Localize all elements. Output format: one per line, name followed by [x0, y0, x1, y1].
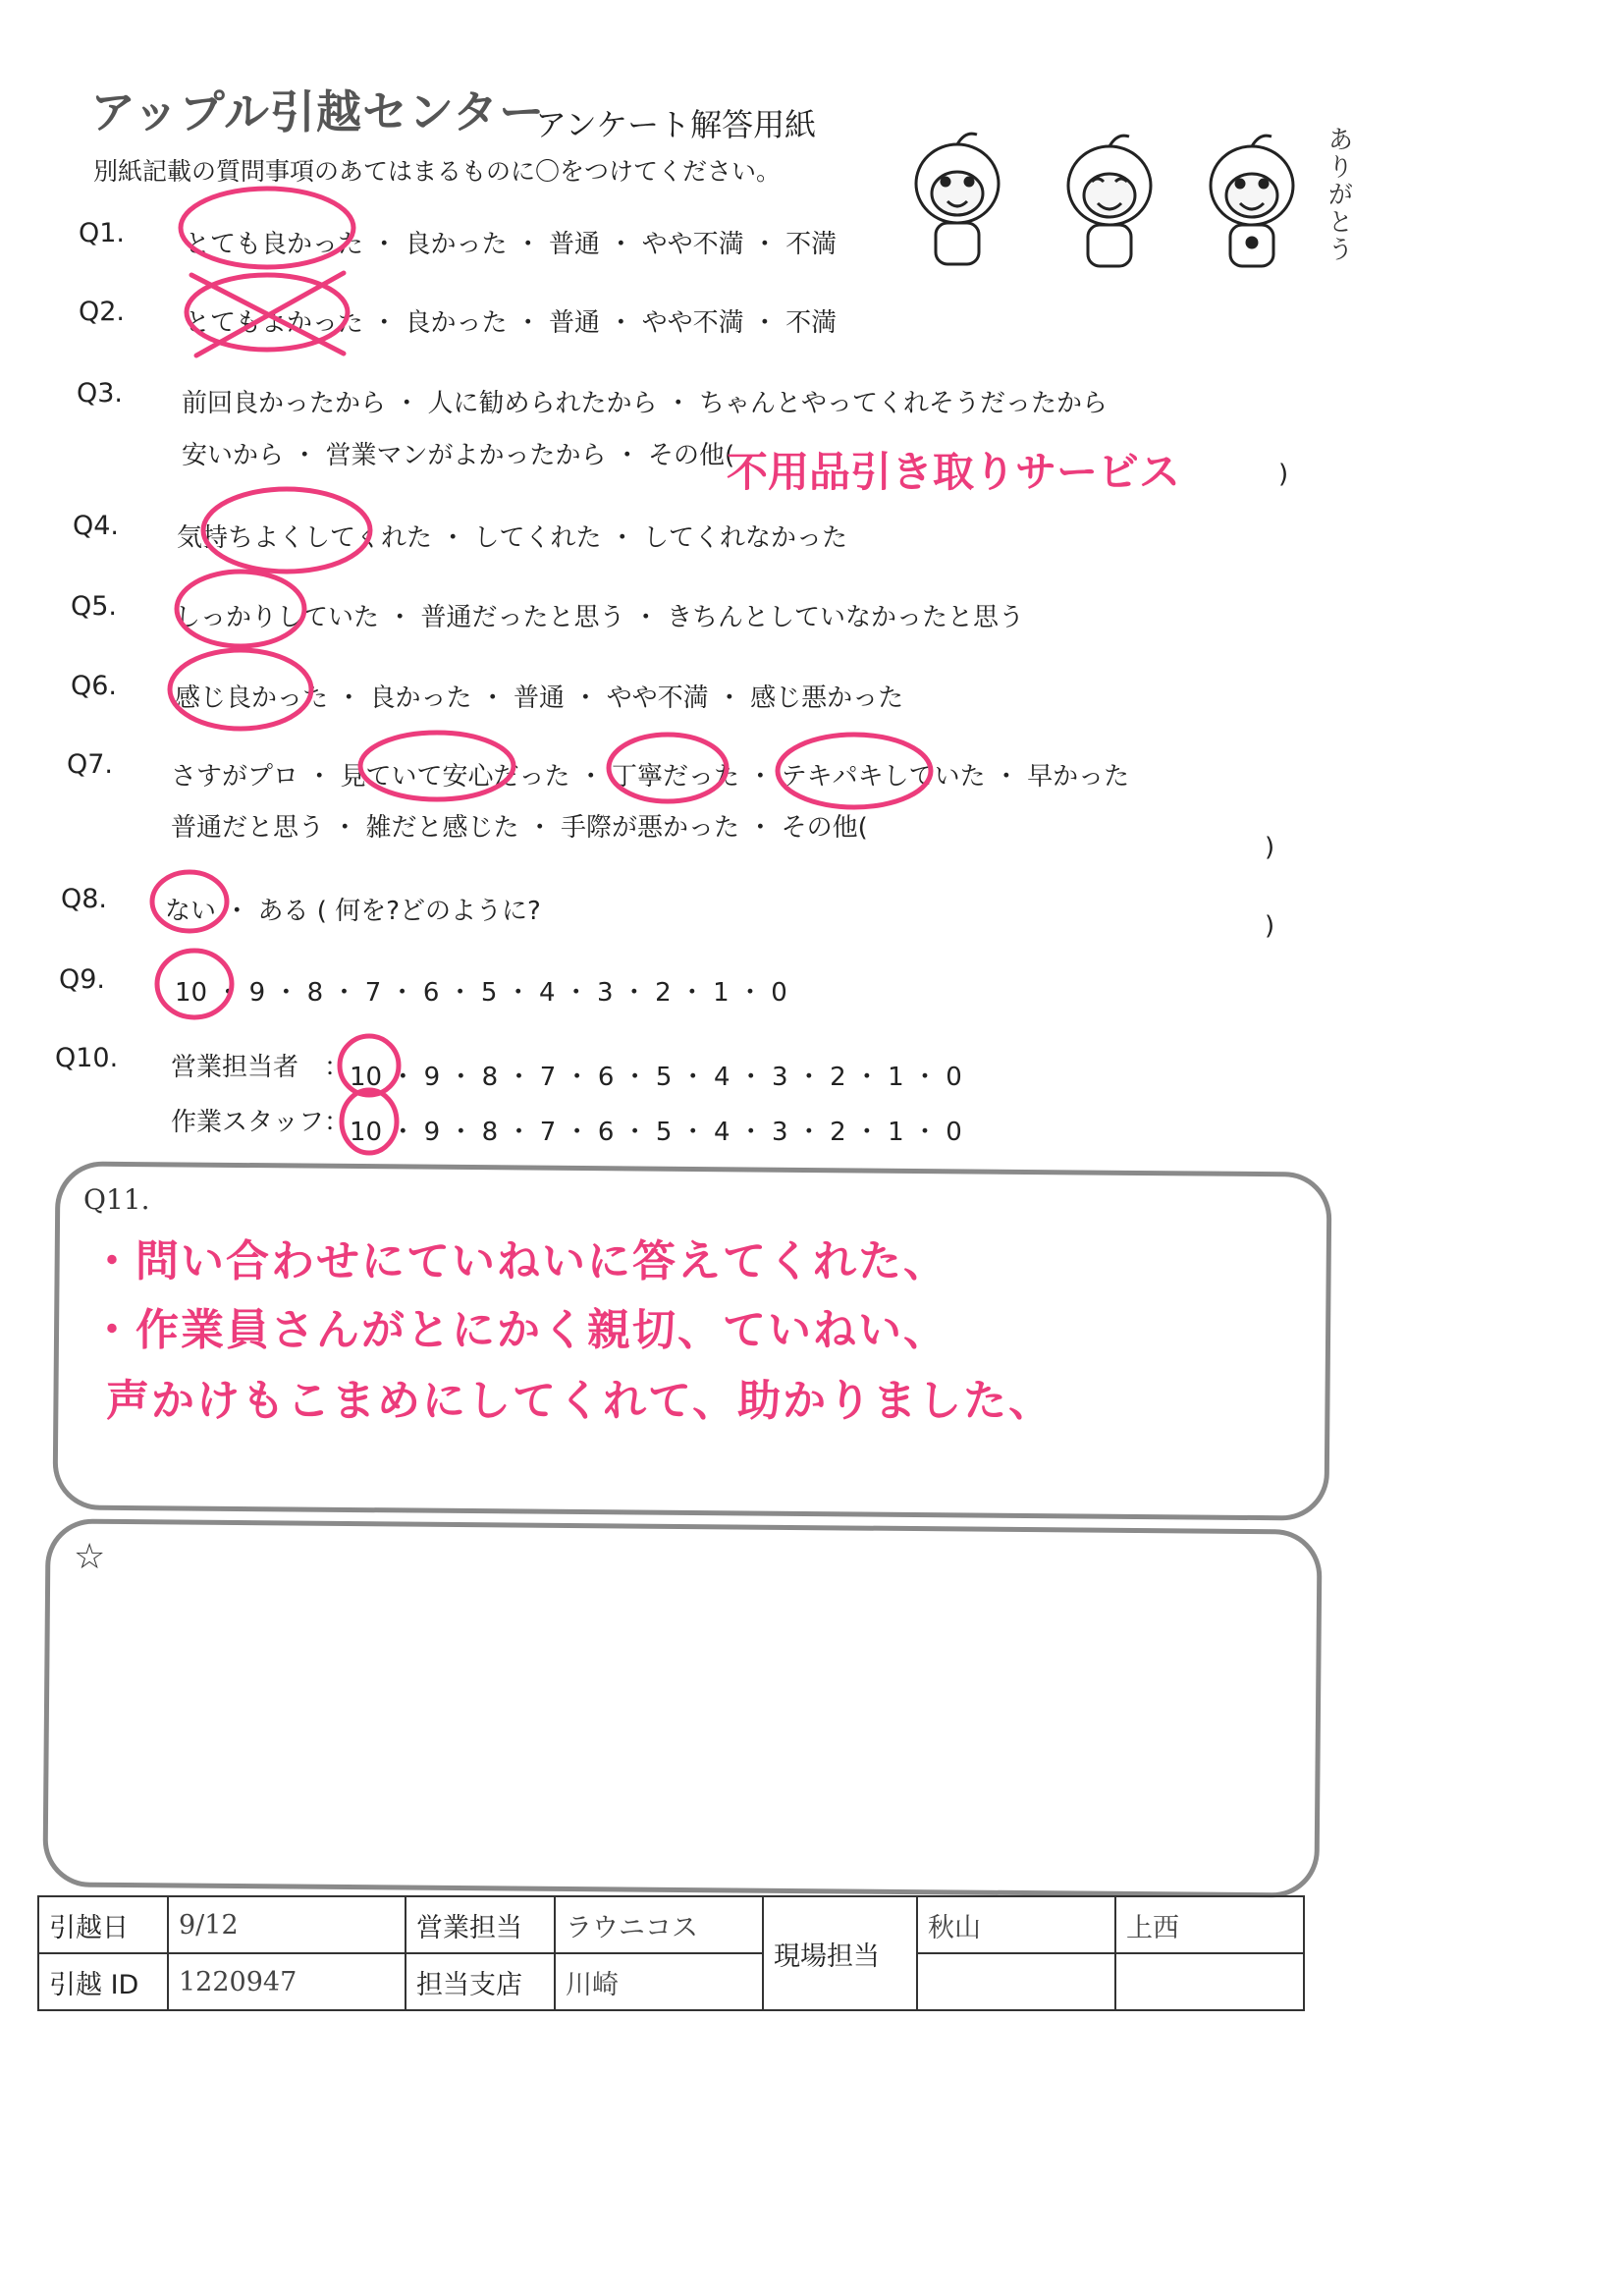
q10-staff-scale[interactable]: 10 ・ 9 ・ 8 ・ 7 ・ 6 ・ 5 ・ 4 ・ 3 ・ 2 ・ 1 ・ 0: [350, 1118, 962, 1147]
sales-rep-label: 営業担当: [406, 1896, 555, 1953]
q8-options[interactable]: ない ・ ある ( 何を?どのように?: [165, 897, 541, 926]
move-info-table: [37, 1895, 1305, 2011]
site-staff-2: 上西: [1115, 1896, 1304, 1953]
q7-label: Q7.: [67, 749, 114, 780]
q11-comment-line-3: 声かけもこまめにしてくれて、助かりました、: [106, 1376, 1055, 1426]
q11-comment-line-2: ・作業員さんがとにかく親切、ていねい、: [90, 1305, 948, 1355]
move-id-label: 引越 ID: [38, 1953, 168, 2010]
site-staff-label: 現場担当: [763, 1896, 917, 2010]
branch-value: 川崎: [555, 1953, 763, 2010]
move-date-label: 引越日: [38, 1896, 168, 1953]
q3-options-line1[interactable]: 前回良かったから ・ 人に勧められたから ・ ちゃんとやってくれそうだったから: [182, 389, 1109, 418]
q9-scale[interactable]: 10 ・ 9 ・ 8 ・ 7 ・ 6 ・ 5 ・ 4 ・ 3 ・ 2 ・ 1 ・ 0: [175, 978, 787, 1008]
q9-label: Q9.: [59, 964, 106, 995]
q5-label: Q5.: [71, 591, 118, 622]
q2-options[interactable]: とてもよかった ・ 良かった ・ 普通 ・ やや不満 ・ 不満: [185, 308, 838, 338]
q11-label: Q11.: [83, 1183, 150, 1216]
q10-sales-colon: ：: [324, 1053, 351, 1082]
q3-options-line2[interactable]: 安いから ・ 営業マンがよかったから ・ その他(: [182, 441, 735, 470]
q1-options[interactable]: とても良かった ・ 良かった ・ 普通 ・ やや不満 ・ 不満: [185, 230, 838, 259]
site-staff-3: [917, 1953, 1115, 2010]
thanks-text: ありがとう: [1324, 126, 1353, 263]
q3-other-answer: 不用品引き取りサービス: [727, 448, 1181, 496]
instruction-text: 別紙記載の質問事項のあてはまるものに〇をつけてください。: [93, 157, 782, 186]
q6-options[interactable]: 感じ良かった ・ 良かった ・ 普通 ・ やや不満 ・ 感じ悪かった: [175, 683, 904, 713]
q10-staff-colon: ：: [324, 1108, 351, 1137]
move-date-value: 9/12: [168, 1896, 406, 1953]
q10-sales-label: 営業担当者: [171, 1053, 299, 1082]
star-icon: ☆: [74, 1537, 106, 1577]
move-id-value: 1220947: [168, 1953, 406, 2010]
q10-label: Q10.: [55, 1043, 119, 1073]
company-name: アップル引越センター: [90, 85, 546, 138]
monkey-mascot-illustration: [889, 113, 1321, 290]
q10-sales-scale[interactable]: 10 ・ 9 ・ 8 ・ 7 ・ 6 ・ 5 ・ 4 ・ 3 ・ 2 ・ 1 ・ 0: [350, 1063, 962, 1092]
q4-options[interactable]: 気持ちよくしてくれた ・ してくれた ・ してくれなかった: [177, 523, 848, 553]
branch-label: 担当支店: [406, 1953, 555, 2010]
q7-options-line1[interactable]: さすがプロ ・ 見ていて安心だった ・ 丁寧だった ・ テキパキしていた ・ 早かった: [171, 762, 1130, 792]
q2-label: Q2.: [79, 297, 126, 327]
q11-comment-line-1: ・問い合わせにていねいに答えてくれた、: [90, 1236, 948, 1286]
q6-label: Q6.: [71, 671, 118, 701]
q7-close-paren: ): [1265, 833, 1275, 862]
q5-options[interactable]: しっかりしていた ・ 普通だったと思う ・ きちんとしていなかったと思う: [175, 603, 1025, 632]
q7-options-line2[interactable]: 普通だと思う ・ 雑だと感じた ・ 手際が悪かった ・ その他(: [171, 813, 868, 843]
sales-rep-value: ラウニコス: [555, 1896, 763, 1953]
star-comment-box[interactable]: [42, 1518, 1322, 1897]
q8-close-paren: ): [1265, 911, 1275, 941]
q4-label: Q4.: [73, 511, 120, 541]
site-staff-1: 秋山: [917, 1896, 1115, 1953]
q3-close-paren: ): [1278, 460, 1289, 489]
q1-label: Q1.: [79, 218, 126, 248]
form-title: アンケート解答用紙: [535, 106, 817, 143]
q8-label: Q8.: [61, 884, 108, 914]
q10-staff-label: 作業スタッフ: [171, 1108, 325, 1137]
q3-label: Q3.: [77, 378, 124, 409]
site-staff-4: [1115, 1953, 1304, 2010]
